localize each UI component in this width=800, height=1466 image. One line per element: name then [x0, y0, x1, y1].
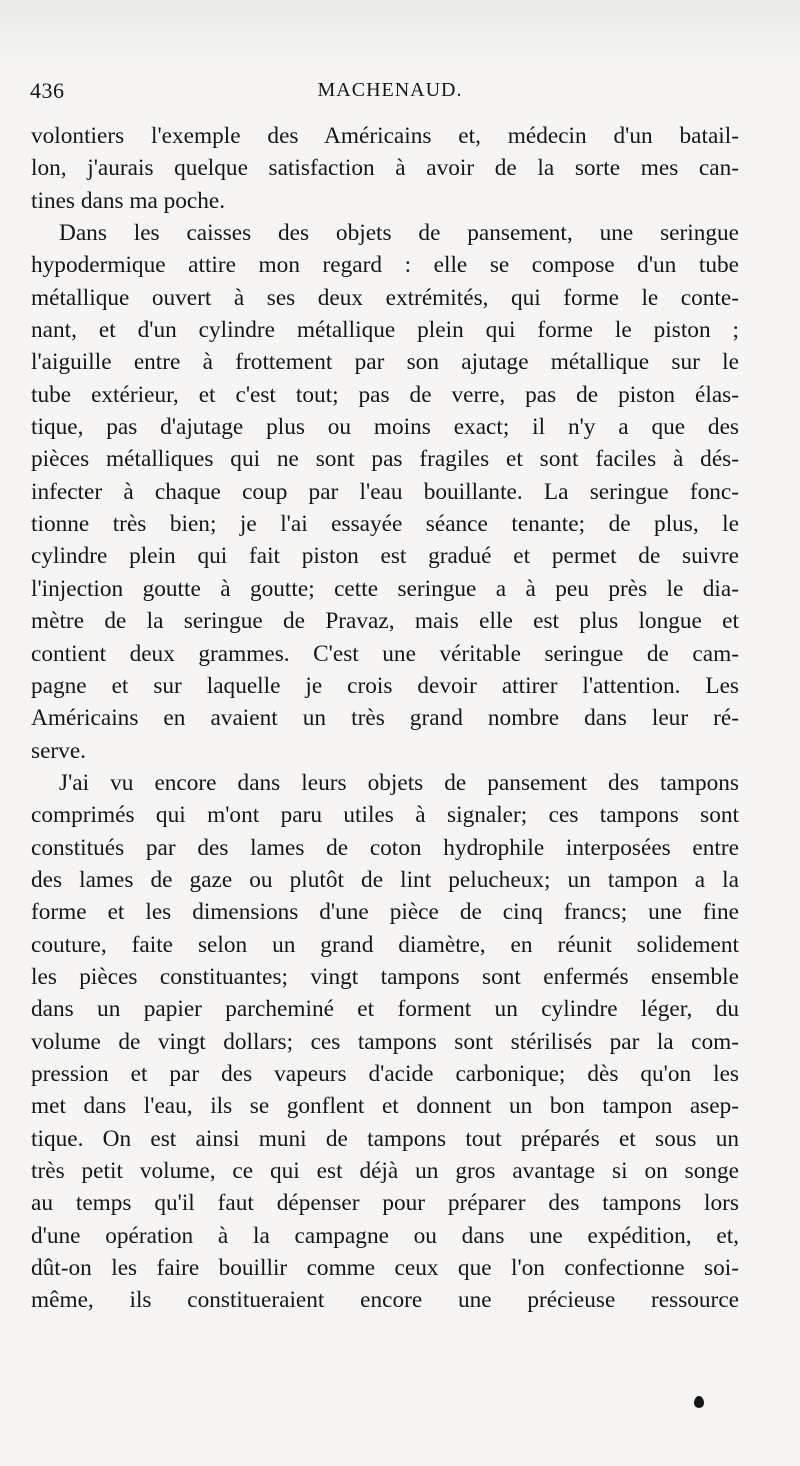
printer-mark-ornament	[694, 1396, 704, 1408]
text-line: les pièces constituantes; vingt tampons sont enfermés ensemble	[31, 963, 739, 990]
text-line: met dans l'eau, ils se gonflent et donnent un bon tampon asep-	[31, 1093, 739, 1120]
text-line: cylindre plein qui fait piston est gradué et permet de suivre	[31, 543, 739, 570]
text-line: des lames de gaze ou plutôt de lint pelucheux; un tampon a la	[31, 866, 739, 893]
running-head: MACHENAUD.	[317, 79, 463, 101]
text-line: serve.	[31, 737, 86, 764]
text-line: l'injection goutte à goutte; cette seringue a à peu près le dia-	[31, 575, 739, 602]
text-line: forme et les dimensions d'une pièce de cinq francs; une fine	[31, 899, 739, 926]
text-line: pression et par des vapeurs d'acide carbonique; dès qu'on les	[31, 1060, 739, 1087]
text-line: J'ai vu encore dans leurs objets de pansement des tampons	[59, 769, 739, 796]
text-line: lon, j'aurais quelque satisfaction à avoir de la sorte mes can-	[31, 155, 739, 182]
page-edge-shading	[0, 0, 800, 70]
text-line: l'aiguille entre à frottement par son ajutage métallique sur le	[31, 349, 739, 376]
text-line: Dans les caisses des objets de pansement, une seringue	[59, 220, 739, 247]
text-line: constitués par des lames de coton hydrophile interposées entre	[31, 834, 739, 861]
text-line: très petit volume, ce qui est déjà un gros avantage si on songe	[31, 1158, 739, 1184]
body-text	[31, 120, 739, 1317]
text-line: nant, et d'un cylindre métallique plein qui forme le piston ;	[31, 317, 739, 344]
text-line: comprimés qui m'ont paru utiles à signaler; ces tampons sont	[31, 802, 739, 829]
text-line: volontiers l'exemple des Américains et, médecin d'un batail-	[31, 123, 739, 149]
page-header	[30, 78, 750, 108]
text-line: tionne très bien; je l'ai essayée séance tenante; de plus, le	[31, 511, 739, 538]
text-line: volume de vingt dollars; ces tampons sont stérilisés par la com-	[31, 1028, 739, 1055]
text-line: d'une opération à la campagne ou dans une expédition, et,	[31, 1222, 739, 1249]
text-line: pièces métalliques qui ne sont pas fragiles et sont faciles à dés-	[31, 446, 739, 473]
text-line: tique. On est ainsi muni de tampons tout préparés et sous un	[31, 1125, 739, 1152]
text-line: tube extérieur, et c'est tout; pas de verre, pas de piston élas-	[31, 381, 739, 408]
text-line: dans un papier parcheminé et forment un cylindre léger, du	[31, 996, 739, 1023]
text-line: mètre de la seringue de Pravaz, mais elle est plus longue et	[31, 608, 739, 635]
text-line: Américains en avaient un très grand nombre dans leur ré-	[31, 705, 739, 732]
page-number: 436	[30, 78, 65, 103]
text-line: tines dans ma poche.	[31, 187, 226, 214]
text-line: hypodermique attire mon regard : elle se compose d'un tube	[31, 252, 739, 279]
text-line: infecter à chaque coup par l'eau bouillante. La seringue fonc-	[31, 478, 739, 505]
text-line: métallique ouvert à ses deux extrémités, qui forme le conte-	[31, 284, 739, 311]
text-line: contient deux grammes. C'est une véritable seringue de cam-	[31, 640, 739, 667]
text-line: dût-on les faire bouillir comme ceux que l'on confectionne soi-	[31, 1255, 739, 1282]
text-line: au temps qu'il faut dépenser pour préparer des tampons lors	[31, 1190, 739, 1217]
text-line: pagne et sur laquelle je crois devoir attirer l'attention. Les	[31, 672, 739, 699]
text-line: tique, pas d'ajutage plus ou moins exact; il n'y a que des	[31, 414, 739, 441]
text-line: même, ils constitueraient encore une précieuse ressource	[31, 1287, 739, 1314]
text-line: couture, faite selon un grand diamètre, en réunit solidement	[31, 931, 739, 958]
